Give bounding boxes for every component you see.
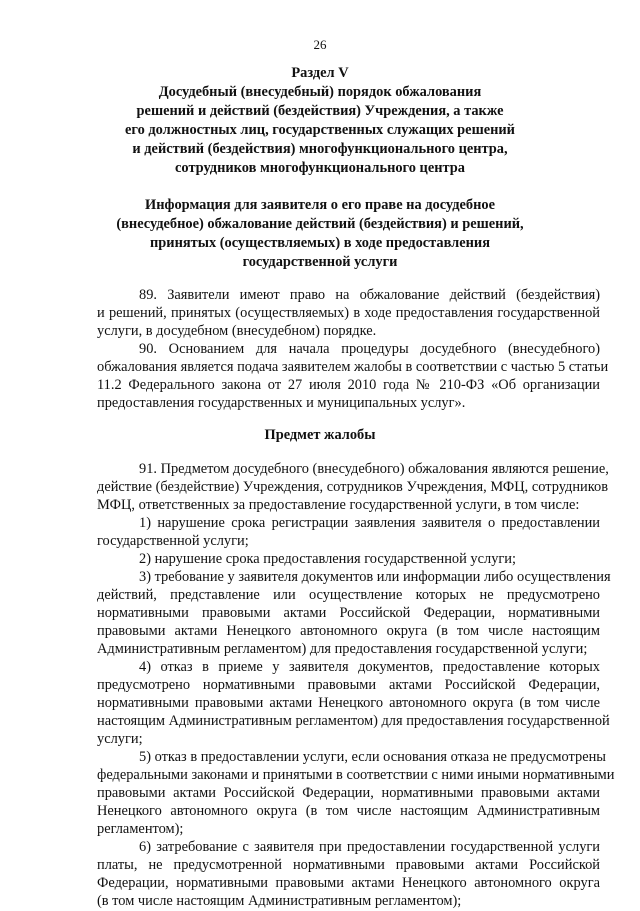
list-item-line: 4) отказ в приеме у заявителя документов, предоставление которых: [139, 659, 600, 675]
list-item-line: (в том числе настоящим Административным регламентом);: [97, 893, 462, 909]
section-title-line: решений и действий (бездействия) Учреждения, а также: [136, 103, 504, 119]
paragraph-line: 91. Предметом досудебного (внесудебного) обжалования являются решение,: [139, 461, 609, 477]
paragraph-line: обжалования является подача заявителем жалобы в соответствии с частью 5 статьи: [97, 359, 609, 375]
paragraph-line: и решений, принятых (осуществляемых) в ходе предоставления государственной: [97, 305, 600, 321]
list-item-line: 3) требование у заявителя документов или информации либо осуществления: [139, 569, 611, 585]
list-item-line: 5) отказ в предоставлении услуги, если основания отказа не предусмотрены: [139, 749, 606, 765]
list-item-line: действий, представление или осуществление которых не предусмотрено: [97, 587, 600, 603]
info-heading-line: государственной услуги: [242, 254, 398, 270]
section-title-line: и действий (бездействия) многофункционального центра,: [132, 141, 508, 157]
list-item-line: настоящим Административным регламентом) для предоставления государственной: [97, 713, 610, 729]
paragraph-line: 11.2 Федерального закона от 27 июля 2010 года № 210-ФЗ «Об организации: [97, 377, 600, 393]
list-item-line: платы, не предусмотренной нормативными правовыми актами Российской: [97, 857, 600, 873]
list-item-line: нормативными правовыми актами Ненецкого автономного округа (в том числе: [97, 695, 600, 711]
list-item-line: правовыми актами Российской Федерации, нормативными правовыми актами: [97, 785, 600, 801]
info-heading-line: принятых (осуществляемых) в ходе предоставления: [149, 235, 491, 251]
section-title-line: его должностных лиц, государственных служащих решений: [125, 122, 515, 138]
list-item-line: нормативными правовыми актами Российской Федерации, нормативными: [97, 605, 600, 621]
list-item-line: 6) затребование с заявителя при предоставлении государственной услуги: [139, 839, 600, 855]
list-item-line: правовыми актами Ненецкого автономного округа (в том числе настоящим: [97, 623, 600, 639]
list-item-line: услуги;: [97, 731, 143, 747]
paragraph-line: услуги, в досудебном (внесудебном) порядке.: [97, 323, 377, 339]
list-item-line: предусмотрено нормативными правовыми актами Российской Федерации,: [97, 677, 600, 693]
paragraph-line: 89. Заявители имеют право на обжалование действий (бездействия): [139, 287, 600, 303]
section-title-line: Раздел V: [291, 65, 349, 81]
page-number: 26: [313, 37, 327, 52]
paragraph-line: 90. Основанием для начала процедуры досудебного (внесудебного): [139, 341, 600, 357]
section-title-line: сотрудников многофункционального центра: [175, 160, 465, 176]
paragraph-line: МФЦ, ответственных за предоставление государственной услуги, в том числе:: [97, 497, 580, 513]
list-item-line: регламентом);: [97, 821, 184, 837]
paragraph-line: предоставления государственных и муниципальных услуг».: [97, 395, 466, 411]
section-title-line: Досудебный (внесудебный) порядок обжалования: [158, 84, 482, 100]
list-item-line: Административным регламентом) для предоставления государственной услуги;: [97, 641, 588, 657]
list-item-line: Федерации, нормативными правовыми актами Ненецкого автономного округа: [97, 875, 600, 891]
list-item-line: государственной услуги;: [97, 533, 249, 549]
list-item-line: Ненецкого автономного округа (в том числе настоящим Административным: [97, 803, 600, 819]
list-item-line: 1) нарушение срока регистрации заявления заявителя о предоставлении: [139, 515, 600, 531]
list-item-line: 2) нарушение срока предоставления государственной услуги;: [139, 551, 516, 567]
info-heading-line: (внесудебное) обжалование действий (бездействия) и решений,: [116, 216, 524, 232]
subject-heading: Предмет жалобы: [264, 427, 376, 443]
info-heading-line: Информация для заявителя о его праве на досудебное: [145, 197, 495, 213]
paragraph-line: действие (бездействие) Учреждения, сотрудников Учреждения, МФЦ, сотрудников: [97, 479, 609, 495]
list-item-line: федеральными законами и принятыми в соответствии с ними иными нормативными: [97, 767, 615, 783]
